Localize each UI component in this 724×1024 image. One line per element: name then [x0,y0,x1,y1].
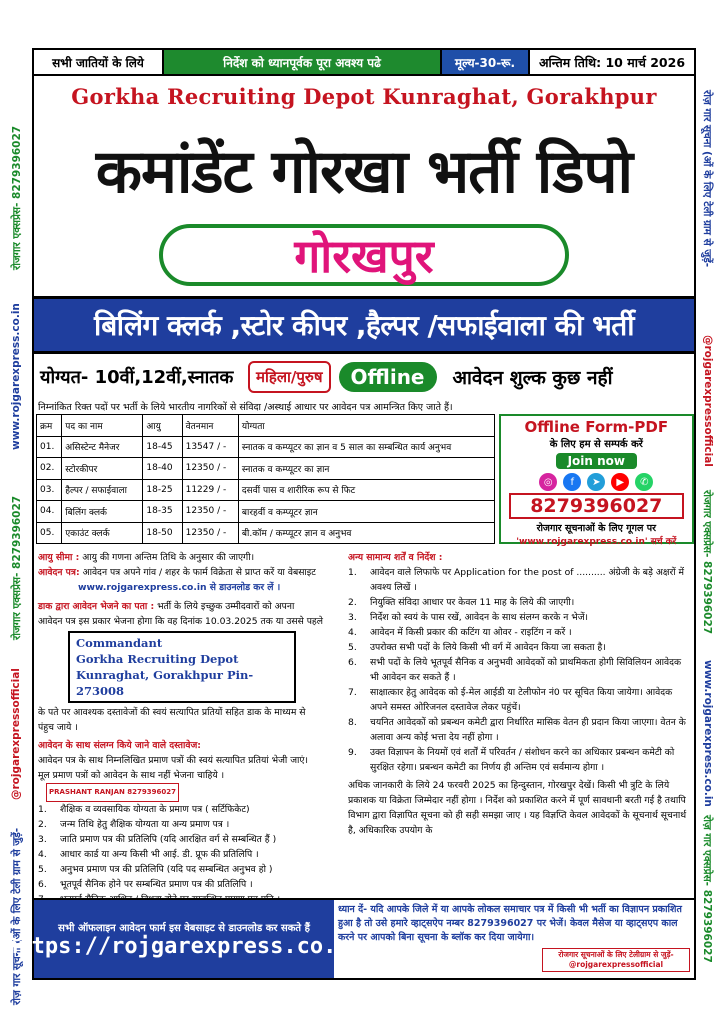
table-cell: बिलिंग क्लर्क [62,501,143,523]
table-header: वेतनमान [182,415,238,437]
side-right-line-1: रोज़ गार सूचना (ओं के लिए टेली ग्राम से जुड़ें- [701,90,713,268]
apply-label: आवेदन पत्र: [38,567,80,578]
table-cell: स्टोरकीपर [62,458,143,480]
posts-table [36,414,495,544]
details-columns [34,550,694,907]
table-cell: एकाउंट क्लर्क [62,522,143,544]
table-cell: 12350 / - [182,522,238,544]
postal-address-box [68,631,296,703]
table-cell: असिस्टेन्ट मैनेजर [62,436,143,458]
condition-text: चयनित आवेदकों को प्रबन्धन कमेटी द्वारा निर्धारित मासिक वेतन ही प्रदान किया जाएगा। वेतन के अलावा अन्य कोई भत्ता देय नहीं होगा । [370,717,686,743]
table-cell: 18-50 [143,522,182,544]
doc-item [38,802,340,817]
side-left-line-5: रोज़ गार सूचना (ओं के लिए टेली ग्राम से जुड़ें- [11,827,23,1005]
post-label: डाक द्वारा आवेदन भेजने का पता : [38,601,155,612]
post-text-3: के पते पर आवश्यक दस्तावेजों की स्वयं सत्यापित प्रतियों सहित डाक के माध्यम से [38,707,306,718]
post-text-1: भर्ती के लिये इच्छुक उम्मीदवारों को अपना [157,601,295,612]
table-promo-row [34,414,694,547]
youtube-icon[interactable]: ▶ [611,473,629,491]
prashant-ranjan-stamp: PRASHANT RANJAN 8279396027 [46,783,179,802]
footer-disclaimer: अधिक जानकारी के लिये 24 फरवरी 2025 का हिन्दुस्तान, गोरखपुर देखें। किसी भी त्रुटि के लिये प्रकाशक या विक्रेता जिम्मेदार नहीं होगा । निर्देश को प्रकाशित करने में पूर्ण सावधानी बरती गई है तथापि विभाग द्वारा विज्ञापित सूचना को ही सही समझा जाए । यह विज्ञप्ति केवल आवेदकों के सूचनार्थ सूचनार्थ है, अधिकारिक उपयोग के [348,780,687,836]
condition-number: 8. [348,717,357,728]
table-cell: 11229 / - [182,479,238,501]
condition-number: 6. [348,657,357,668]
table-cell: 18-40 [143,458,182,480]
table-row [37,458,495,480]
all-castes-label: सभी जातियों के लिये [34,50,164,74]
side-right-line-2: @rojgarexpressofficial [702,335,714,467]
last-date-label: अन्तिम तिथि: 10 मार्च 2026 [538,54,686,70]
gender-badge: महिला/पुरुष [248,361,331,393]
main-title: कमांडेंट गोरखा भर्ती डिपो [95,137,633,207]
table-cell: 05. [37,522,62,544]
condition-number: 7. [348,687,357,698]
promo-line-1: रोजगार सूचनाओं के लिए गूगल पर [536,523,656,534]
table-cell: स्नातक व कम्प्यूटर का ज्ञान [238,458,494,480]
condition-text: आवेदन में किसी प्रकार की कटिंग या ओवर - राइटिंग न करें । [370,627,572,638]
doc-item [38,832,340,847]
conditions-heading: अन्य सामान्य शर्तें व निर्देश : [348,552,443,563]
application-form [38,565,340,580]
table-cell: 12350 / - [182,501,238,523]
fee-label: आवेदन शुल्क कुछ नहीं [452,367,613,389]
doc-item [38,877,340,892]
telegram-box: रोजगार सूचनाओं के लिए टेलीग्राम से जुड़ें- @rojgarexpressofficial [542,948,690,972]
offline-form-promo [499,414,694,547]
condition-text: नियुक्ति संविदा आधार पर केवल 11 माह के लिये की जाएगी। [370,597,575,608]
condition-number: 2. [348,597,357,608]
table-row [37,522,495,544]
age-limit [38,550,340,565]
side-left-line-1: रोजगार एक्सप्रेस- 8279396027 [11,125,23,270]
condition-item [348,685,690,715]
post-text-2: आवेदन पत्र इस प्रकार भेजना होगा कि वह दिनांक 10.03.2025 तक या उससे पहले [38,616,324,627]
address-line: Kunraghat, Gorakhpur Pin-273008 [76,668,254,698]
website-banner [5,900,363,978]
side-right-line-3: रोजगार एक्सप्रेस- 8279396027 [701,490,713,635]
side-left-line-2: www.rojgarexpress.co.in [10,303,22,450]
whatsapp-icon[interactable]: ✆ [635,473,653,491]
side-left-line-4: @rojgarexpressofficial [10,668,22,800]
table-cell: 18-35 [143,501,182,523]
doc-number: 2. [38,819,47,830]
city-pill: गोरखपुर [159,224,569,286]
table-cell: 04. [37,501,62,523]
posts-band: बिलिंग क्लर्क ,स्टोर कीपर ,हैल्पर /सफाईवाला की भर्ती [34,296,694,354]
docs-text-2-content: मूल प्रमाण पत्रों को आवेदन के साथ नहीं भेजना चाहिये । [38,770,225,781]
website-link[interactable]: https://rojgarexpress.co.in [5,933,363,959]
attention-note [334,900,694,978]
table-cell: 12350 / - [182,458,238,480]
promo-subtitle: के लिए हम से सम्पर्क करें [549,439,643,450]
condition-text: साक्षात्कार हेतु आवेदक को ई-मेल आईडी या टेलीफोन नं0 पर सूचित किया जायेगा। आवेदक अपने समस्त ओरिजनल दस्तावेज लेकर पहुंचें। [370,687,673,713]
promo-title: Offline Form-PDF [524,418,669,436]
price-label: मूल्य-30-रू. [442,50,530,74]
doc-item [38,862,340,877]
attention-text: ध्यान दें- यदि आपके जिले में या आपके लोकल समाचार पत्र में किसी भी भर्ती का विज्ञापन प्रकाशित हुआ है तो उसे हमारे व्हाट्सऐप नम्बर 8279396027 पर भेजें। केवल मैसेज या व्हाट्सएप काल करने पर आपको बिना सूचना के ब्लॉक कर दिया जायेगा। [338,904,682,943]
table-cell: बी.कॉम / कम्प्यूटर ज्ञान व अनुभव [238,522,494,544]
qualification-label: योग्यत- 10वीं,12वीं,स्नातक [40,367,234,388]
address-line: Commandant [76,636,163,650]
table-cell: दसवीं पास व शारीरिक रूप से फिट [238,479,494,501]
table-cell: 02. [37,458,62,480]
condition-item [348,640,690,655]
depot-name: Gorkha Recruiting Depot Kunraghat, Gorakhpur [71,83,657,109]
table-row [37,436,495,458]
doc-text: आधार कार्ड या अन्य किसी भी आई. डी. प्रूफ की प्रतिलिपि । [60,849,259,860]
table-header: आयु [143,415,182,437]
condition-number: 4. [348,627,357,638]
side-left-line-3: रोजगार एक्सप्रेस- 8279396027 [11,495,23,640]
condition-item [348,715,690,745]
right-side-strip [700,80,718,1000]
condition-number: 5. [348,642,357,653]
docs-text-2 [38,768,340,802]
apply-text: आवेदन पत्र अपने गांव / शहर के फार्म विक्रेता से प्राप्त करें या वेबसाइट [82,567,316,578]
condition-number: 1. [348,567,357,578]
condition-text: उक्त विज्ञापन के नियमों एवं शर्तों में परिवर्तन / संशोधन करने का अधिकार प्रबन्धन कमेटी को सुरक्षित रहेगा। प्रबन्धन कमेटी का निर्णय ही अन्तिम एवं सर्वमान्य होगा । [370,747,675,773]
doc-text: शैक्षिक व व्यवसायिक योग्यता के प्रमाण पत्र ( सर्टिफिकेट) [60,804,250,815]
condition-text: सभी पदों के लिये भूतपूर्व सैनिक व अनुभवी आवेदकों को प्राथमिकता होगी सिविलियन आवेदक भी आवेदन कर सकते हैं । [370,657,682,683]
qualification-row [34,354,694,400]
apply-site: www.rojgarexpress.co.in से डाउनलोड कर लें । [78,582,281,593]
table-cell: स्नातक व कम्प्यूटर का ज्ञान व 5 साल का सम्बन्धित कार्य अनुभव [238,436,494,458]
promo-phone: 8279396027 [509,493,684,519]
condition-item [348,610,690,625]
table-header-row [37,415,495,437]
condition-item [348,745,690,775]
condition-number: 3. [348,612,357,623]
doc-text: भूतपूर्व सैनिक होने पर सम्बन्धित प्रमाण पत्र की प्रतिलिपि । [60,879,253,890]
doc-item [38,817,340,832]
doc-number: 3. [38,834,47,845]
table-header: पद का नाम [62,415,143,437]
condition-item [348,565,690,595]
instruction-banner: निर्देश को ध्यानपूर्वक पूरा अवश्य पढे [164,50,442,74]
top-bar [34,50,694,76]
table-cell: 18-45 [143,436,182,458]
right-column [344,550,694,907]
docs-text-1: आवेदन पत्र के साथ निम्नलिखित प्रमाण पत्रों की स्वयं सत्यापित प्रतियां भेजी जाएं। [38,755,308,766]
side-right-line-4: www.rojgarexpress.co.in [702,660,714,807]
left-side-strip [8,80,26,1005]
bottom-bar [5,898,694,978]
promo-line-2: 'www.rojgarexpress.co.in' सर्च करें [516,537,677,547]
telegram-icon[interactable]: ➤ [587,473,605,491]
table-cell: बारहवीं व कम्प्यूटर ज्ञान [238,501,494,523]
table-cell: 03. [37,479,62,501]
left-column [34,550,344,907]
table-header: योग्यता [238,415,494,437]
postal-address-intro [38,599,340,614]
mode-badge: Offline [339,362,437,392]
doc-number: 4. [38,849,47,860]
table-cell: 01. [37,436,62,458]
condition-item [348,625,690,640]
condition-text: निर्देश को स्वयं के पास रखें, आवेदन के साथ संलग्न करके न भेजें। [370,612,588,623]
doc-number: 5. [38,864,47,875]
condition-text: उपरोक्त सभी पदों के लिये किसी भी वर्ग में आवेदन किया जा सकता है। [370,642,606,653]
condition-item [348,595,690,610]
doc-item [38,847,340,862]
doc-number: 1. [38,804,47,815]
post-text-4: पंहुच जाये । [38,722,78,733]
condition-item [348,655,690,685]
table-cell: हैल्पर / सफाईवाला [62,479,143,501]
instagram-icon[interactable]: ◎ [539,473,557,491]
table-header: क्रम [37,415,62,437]
table-cell: 13547 / - [182,436,238,458]
doc-number: 6. [38,879,47,890]
condition-text: आवेदन वाले लिफाफे पर Application for the post of .......... अंग्रेजी के बड़े अक्षरों में अवश्य लिखें । [370,567,685,593]
doc-text: जाति प्रमाण पत्र की प्रतिलिपि (यदि आरक्षित वर्ग से सम्बन्धित हैं ) [60,834,277,845]
notice-line: निम्नांकित रिक्त पदों पर भर्ती के लिये भारतीय नागरिकों से संविदा /अस्थाई आधार पर आवेदन पत्र आमन्त्रित किए जाते हैं। [38,402,453,413]
table-row [37,501,495,523]
condition-number: 9. [348,747,357,758]
table-row [37,479,495,501]
join-now-button[interactable]: Join now [556,453,637,469]
address-line: Gorkha Recruiting Depot [76,652,239,666]
table-cell: 18-25 [143,479,182,501]
facebook-icon[interactable]: f [563,473,581,491]
city-pill-wrap [34,222,694,288]
doc-text: जन्म तिथि हेतु शैक्षिक योग्यता या अन्य प्रमाण पत्र । [60,819,230,830]
doc-text: अनुभव प्रमाण पत्र की प्रतिलिपि (यदि पद सम्बन्धित अनुभव हो ) [60,864,273,875]
age-text: आयु की गणना अन्तिम तिथि के अनुसार की जाएगी। [82,552,255,563]
social-icons [503,473,690,491]
website-banner-text: सभी ऑफलाइन आवेदन फार्म इस वेबसाइट से डाउनलोड कर सकते हैं [58,922,310,934]
docs-label: आवेदन के साथ संलग्न किये जाने वाले दस्तावेज: [38,740,201,751]
side-right-line-5: रोज़ गार एक्सप्रेस- 8279396027 [701,815,713,963]
age-label: आयु सीमा : [38,552,80,563]
